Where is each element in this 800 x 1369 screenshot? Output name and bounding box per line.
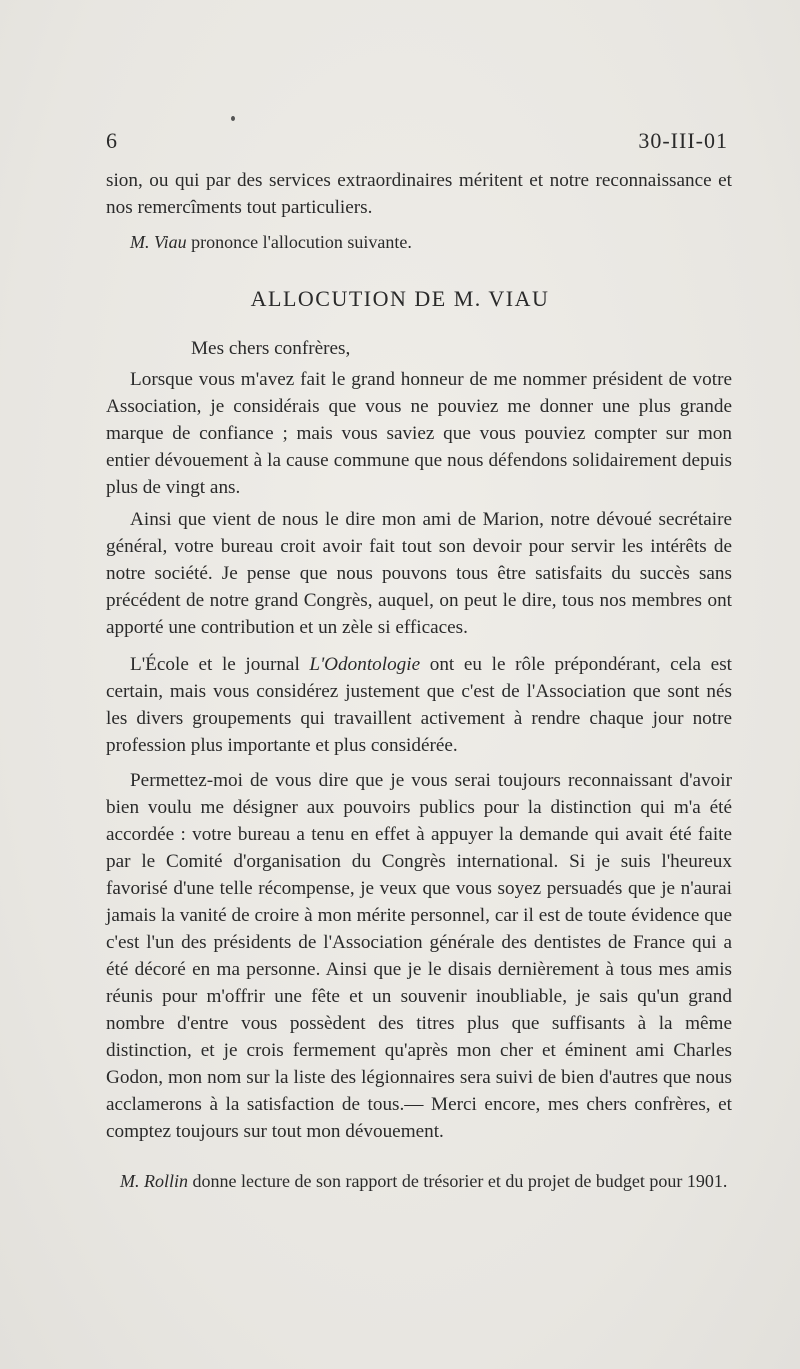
paragraph-3-start: L'École et le journal — [130, 654, 310, 675]
closing-line — [106, 1168, 732, 1194]
salutation: Mes chers confrères, — [191, 338, 351, 359]
speech-title: ALLOCUTION DE M. VIAU — [250, 286, 550, 311]
closing-text: donne lecture de son rapport de trésorier et du projet de budget pour 1901. — [188, 1171, 728, 1191]
page-header — [106, 128, 728, 158]
paragraph-3-end: ont eu le rôle prépondérant, cela est certain, mais vous considérez justement que c'est de l'Association que sont nés les divers groupements qui travaillent activement à rendre chaque jour notre profession plus importante et plus considérée. — [106, 654, 732, 756]
journal-title: L'Odontologie — [309, 654, 421, 675]
page-number: 6 — [106, 128, 117, 153]
intro-paragraph: sion, ou qui par des services extraordinaires méritent et notre reconnaissance et nos remercîments tout particuliers. — [106, 170, 732, 218]
paragraph-2: Ainsi que vient de nous le dire mon ami de Marion, notre dévoué secrétaire général, votre bureau croit avoir fait tout son devoir pour servir les intérêts de notre société. Je pense que nous pouvons tous être satisfaits du succès sans précédent de notre grand Congrès, auquel, on peut le dire, tous nos membres ont apporté une contribution et un zèle si efficaces. — [106, 509, 732, 638]
paragraph-3 — [106, 651, 732, 759]
paragraph-1: Lorsque vous m'avez fait le grand honneur de me nommer président de votre Association, je considérais que vous ne pouviez me donner une plus grande marque de confiance ; mais vous saviez que vous pouviez compter sur mon entier dévouement à la cause commune que nous défendons solidairement depuis plus de vingt ans. — [106, 369, 732, 498]
ink-speck — [231, 116, 235, 121]
speaker-name: M. Viau — [130, 232, 187, 252]
announcement-line — [106, 229, 732, 255]
treasurer-name: M. Rollin — [120, 1171, 188, 1191]
announcement-text: prononce l'allocution suivante. — [186, 232, 412, 252]
page-date: 30-III-01 — [638, 128, 728, 153]
paragraph-4: Permettez-moi de vous dire que je vous serai toujours reconnaissant d'avoir bien voulu me désigner aux pouvoirs publics pour la distinction qui m'a été accordée : votre bureau a tenu en effet à appuyer la demande qui avait été faite par le Comité d'organisation du Congrès international. Si je suis l'heureux favorisé d'une telle récompense, je veux que vous soyez persuadés que je n'aurai jamais la vanité de croire à mon mérite personnel, car il est de toute évidence que c'est l'un des présidents de l'Association générale des dentistes de France qui a été décoré en ma personne. Ainsi que je le disais dernièrement à tous mes amis réunis pour m'offrir une fête et un souvenir inoubliable, je sais qu'un grand nombre d'entre vous possèdent des titres plus que suffisants à la même distinction, et je crois fermement qu'après mon cher et éminent ami Charles Godon, mon nom sur la liste des légionnaires sera suivi de bien d'autres que nous acclamerons à la satisfaction de tous.— Merci encore, mes chers confrères, et comptez toujours sur tout mon dévouement. — [106, 770, 732, 1142]
